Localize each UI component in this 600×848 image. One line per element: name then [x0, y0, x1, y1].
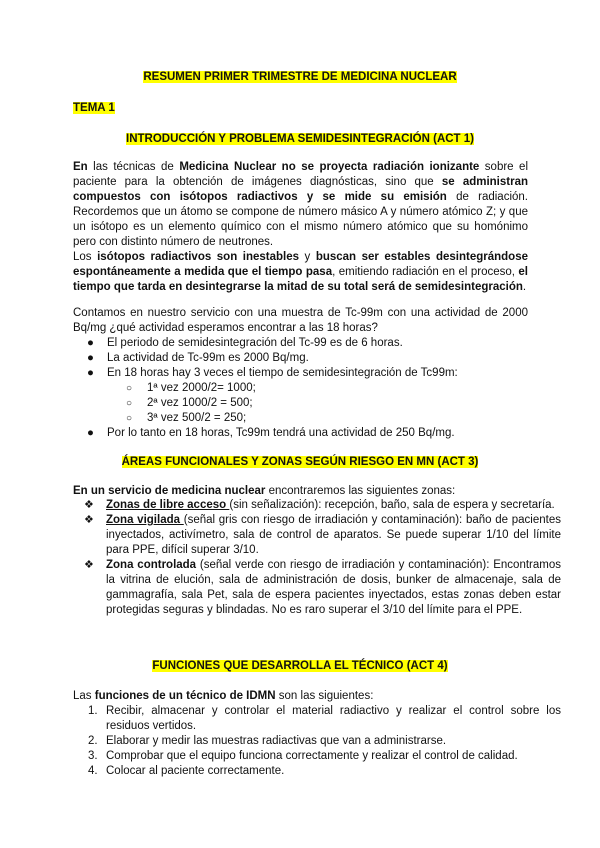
bullet-icon: ●: [87, 427, 94, 439]
section-heading-functions: FUNCIONES QUE DESARROLLA EL TÉCNICO (ACT 4): [152, 660, 448, 672]
list-item: 4. Colocar al paciente correctamente.: [88, 765, 285, 777]
list-item: ● En 18 horas hay 3 veces el tiempo de semidesintegración de Tc99m: ○ 1ª vez 2000/2= 1000; ○ 2ª vez 1000/2 = 500; ○ 3ª vez 500/2 = 250;: [107, 366, 562, 426]
circle-bullet-icon: ○: [126, 413, 133, 424]
list-item: ○ 1ª vez 2000/2= 1000;: [126, 382, 256, 394]
list-item: ○ 3ª vez 500/2 = 250;: [126, 412, 247, 424]
list-item: 3. Comprobar que el equipo funciona correctamente y realizar el control de calidad.: [88, 750, 518, 762]
list-item: ○ 2ª vez 1000/2 = 500;: [126, 397, 253, 409]
list-item: ❖ Zona controlada (señal verde con riesgo de irradiación y contaminación): Encontramos la vitrina de elución, sala de administración de dosis, bunker de almacenaje, sala de gammagrafía, sala Pet, sala de espera pacientes inyectados, estas zonas deben estar protegidas seguras y blindadas. No es raro superar el 3/10 del límite para el PPE.: [84, 559, 561, 616]
list-item: 1. Recibir, almacenar y controlar el material radiactivo y realizar el control sobre los residuos vertidos.: [88, 705, 561, 732]
circle-bullet-icon: ○: [126, 383, 133, 394]
circle-bullet-icon: ○: [126, 398, 133, 409]
paragraph-isotopes: Los isótopos radiactivos son inestables y buscan ser estables desintegrándose espontáneamente a medida que el tiempo pasa, emitiendo radiación en el proceso, el tiempo que tarda en desintegrarse la mitad de su total será de semidesintegración.: [73, 251, 528, 293]
diamond-bullet-icon: ❖: [84, 499, 94, 511]
bullet-icon: ●: [87, 352, 94, 364]
paragraph-zones-intro: En un servicio de medicina nuclear encontraremos las siguientes zonas:: [73, 485, 456, 497]
list-item: 2. Elaborar y medir las muestras radiactivas que van a administrarse.: [88, 735, 447, 747]
calculation-sublist: [107, 381, 562, 426]
functions-list: [73, 704, 561, 779]
zones-list: [73, 498, 561, 618]
section-heading-zones: ÁREAS FUNCIONALES Y ZONAS SEGÚN RIESGO EN MN (ACT 3): [121, 456, 479, 468]
bullet-icon: ●: [87, 367, 94, 379]
section-heading-intro: INTRODUCCIÓN Y PROBLEMA SEMIDESINTEGRACIÓN (ACT 1): [126, 133, 474, 145]
paragraph-problem: Contamos en nuestro servicio con una muestra de Tc-99m con una actividad de 2000 Bq/mg ¿qué actividad esperamos encontrar a las 18 horas?: [73, 307, 528, 334]
paragraph-functions-intro: Las funciones de un técnico de IDMN son las siguientes:: [73, 690, 374, 702]
list-item: ❖ Zonas de libre acceso (sin señalización): recepción, baño, sala de espera y secretaría.: [84, 499, 555, 511]
document-title: RESUMEN PRIMER TRIMESTRE DE MEDICINA NUCLEAR: [143, 71, 457, 83]
diamond-bullet-icon: ❖: [84, 559, 94, 571]
paragraph-intro: En las técnicas de Medicina Nuclear no se proyecta radiación ionizante sobre el paciente para la obtención de imágenes diagnósticas, sino que se administran compuestos con isótopos radiactivos y se mide su emisión de radiación. Recordemos que un átomo se compone de número másico A y número atómico Z; y que un isótopo es un elemento químico con el mismo número atómico que su homónimo pero con distinto número de neutrones.: [73, 161, 529, 248]
list-item: ● La actividad de Tc-99m es 2000 Bq/mg.: [87, 352, 309, 364]
list-item: ● Por lo tanto en 18 horas, Tc99m tendrá una actividad de 250 Bq/mg.: [87, 427, 455, 439]
list-item: ● El periodo de semidesintegración del Tc-99 es de 6 horas.: [87, 337, 403, 349]
problem-bullet-list: [73, 336, 562, 441]
list-item: ❖ Zona vigilada (señal gris con riesgo de irradiación y contaminación): baño de pacientes inyectados, activímetro, sala de control de aparatos. Se puede superar 1/10 del límite para PPE, difícil superar 3/10.: [84, 514, 561, 556]
bullet-icon: ●: [87, 337, 94, 349]
diamond-bullet-icon: ❖: [84, 514, 94, 526]
tema-label: TEMA 1: [73, 102, 115, 114]
